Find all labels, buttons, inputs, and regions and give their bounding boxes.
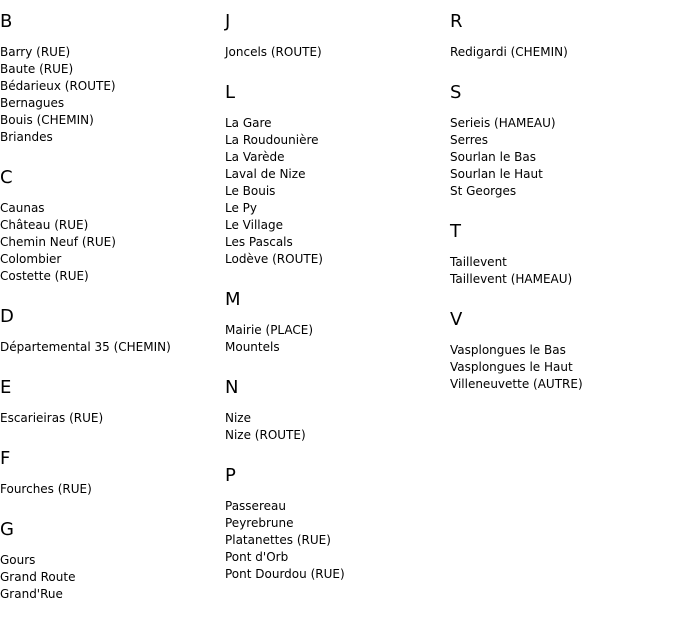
street-item: La Roudounière (225, 133, 319, 147)
street-item: Nize (ROUTE) (225, 428, 306, 442)
street-item: Château (RUE) (0, 218, 89, 232)
street-item: Barry (RUE) (0, 45, 71, 59)
letter-heading: L (225, 82, 236, 103)
street-item: La Gare (225, 116, 272, 130)
street-item: Le Py (225, 201, 258, 215)
street-index-column-2 (225, 0, 445, 583)
letter-heading: T (450, 221, 461, 242)
letter-group-t (450, 220, 670, 288)
street-item: Grand Route (0, 570, 76, 584)
letter-heading: F (0, 448, 11, 469)
street-item: Caunas (0, 201, 45, 215)
letter-group-m (225, 288, 445, 356)
street-item: Grand'Rue (0, 587, 63, 601)
letter-heading: S (450, 82, 462, 103)
street-item: Sourlan le Haut (450, 167, 543, 181)
letter-heading: C (0, 167, 13, 188)
street-item: Platanettes (RUE) (225, 533, 331, 547)
street-list (0, 44, 220, 146)
street-item: Pont Dourdou (RUE) (225, 567, 345, 581)
street-list (450, 254, 670, 288)
letter-heading: V (450, 309, 463, 330)
street-item: Lodève (ROUTE) (225, 252, 323, 266)
street-item: Passereau (225, 499, 286, 513)
letter-heading: R (450, 11, 463, 32)
street-item: Gours (0, 553, 36, 567)
street-list (0, 552, 220, 603)
letter-group-f (0, 447, 220, 498)
letter-heading: N (225, 377, 239, 398)
street-list (0, 481, 220, 498)
letter-group-s (450, 81, 670, 200)
street-item: Nize (225, 411, 251, 425)
street-item: Baute (RUE) (0, 62, 74, 76)
street-item: Joncels (ROUTE) (225, 45, 322, 59)
street-item: Serres (450, 133, 489, 147)
street-index-column-1 (0, 0, 220, 603)
letter-group-g (0, 518, 220, 603)
street-index-column-3 (450, 0, 670, 393)
street-item: Bédarieux (ROUTE) (0, 79, 116, 93)
street-item: St Georges (450, 184, 517, 198)
street-list (450, 44, 670, 61)
street-item: Vasplongues le Bas (450, 343, 566, 357)
street-list (225, 498, 445, 583)
street-item: Vasplongues le Haut (450, 360, 573, 374)
letter-group-e (0, 376, 220, 427)
street-item: Briandes (0, 130, 53, 144)
street-list (225, 322, 445, 356)
letter-group-l (225, 81, 445, 268)
street-item: Fourches (RUE) (0, 482, 92, 496)
letter-group-r (450, 10, 670, 61)
letter-heading: B (0, 11, 13, 32)
street-list (450, 342, 670, 393)
street-item: La Varède (225, 150, 285, 164)
letter-group-c (0, 166, 220, 285)
street-item: Mairie (PLACE) (225, 323, 314, 337)
street-list (450, 115, 670, 200)
street-list (225, 410, 445, 444)
street-item: Taillevent (450, 255, 507, 269)
street-item: Taillevent (HAMEAU) (450, 272, 573, 286)
street-item: Costette (RUE) (0, 269, 89, 283)
street-item: Escarieiras (RUE) (0, 411, 104, 425)
letter-group-p (225, 464, 445, 583)
street-list (225, 115, 445, 268)
letter-heading: P (225, 465, 236, 486)
street-item: Le Bouis (225, 184, 276, 198)
street-item: Les Pascals (225, 235, 293, 249)
street-list (0, 339, 220, 356)
street-item: Pont d'Orb (225, 550, 289, 564)
street-item: Mountels (225, 340, 280, 354)
street-item: Peyrebrune (225, 516, 294, 530)
street-list (0, 410, 220, 427)
letter-heading: G (0, 519, 14, 540)
street-item: Serieis (HAMEAU) (450, 116, 556, 130)
street-item: Villeneuvette (AUTRE) (450, 377, 583, 391)
letter-heading: J (225, 11, 231, 32)
street-item: Départemental 35 (CHEMIN) (0, 340, 171, 354)
letter-group-n (225, 376, 445, 444)
letter-group-v (450, 308, 670, 393)
street-list (225, 44, 445, 61)
letter-group-b (0, 10, 220, 146)
street-item: Chemin Neuf (RUE) (0, 235, 116, 249)
street-item: Colombier (0, 252, 62, 266)
letter-group-d (0, 305, 220, 356)
street-item: Bernagues (0, 96, 65, 110)
letter-heading: D (0, 306, 14, 327)
street-item: Redigardi (CHEMIN) (450, 45, 568, 59)
street-item: Laval de Nize (225, 167, 306, 181)
letter-group-j (225, 10, 445, 61)
street-item: Sourlan le Bas (450, 150, 536, 164)
street-item: Bouis (CHEMIN) (0, 113, 94, 127)
letter-heading: E (0, 377, 12, 398)
letter-heading: M (225, 289, 241, 310)
street-item: Le Village (225, 218, 283, 232)
street-list (0, 200, 220, 285)
